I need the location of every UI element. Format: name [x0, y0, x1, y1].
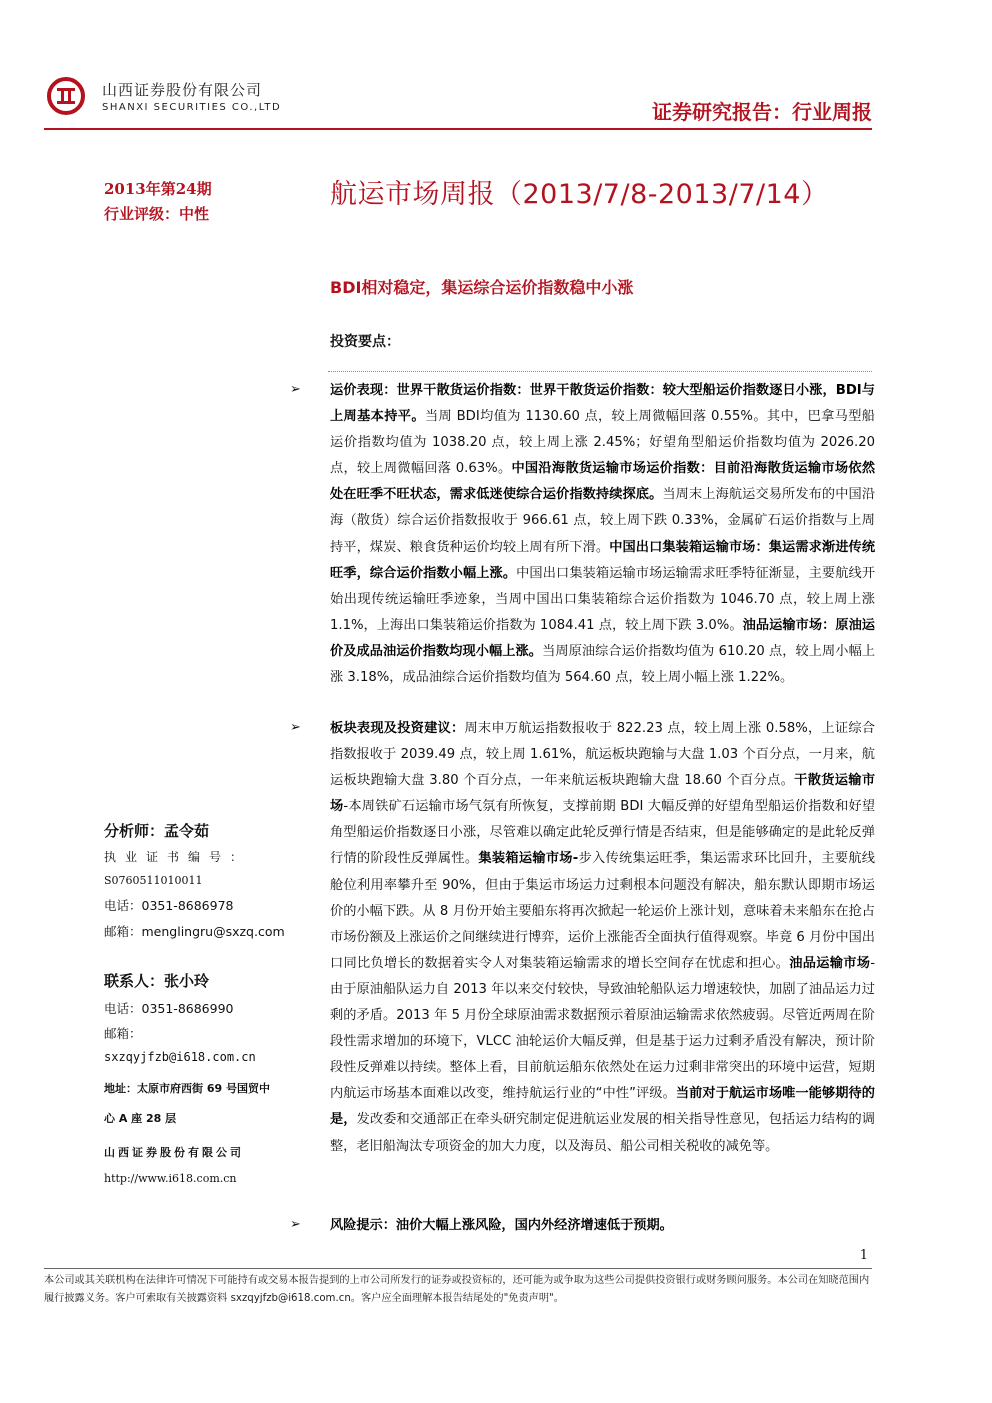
bullet-icon: ➢: [290, 720, 301, 735]
text-segment: 中国出口集装箱运输市场运输需求旺季特征渐显，主要航线开始出现传统运输旺季迹象，当周中国出口集装箱综合运价指数为 1046.70 点，较上周上涨 1.1%，上海出口集装箱运价指数为 1084.41 点，较上周下跌 3.0%。: [330, 565, 876, 633]
text-segment: 当周末上海航运交易所发布的中国沿海（散货）综合运价指数报收于 966.61 点，较上周下跌 0.33%，金属矿石运价指数与上周持平，煤炭、粮食货种运价均较上周有所下滑。: [330, 487, 876, 555]
analyst-name: 分析师：孟令茹: [104, 822, 210, 840]
header-divider: [44, 128, 872, 130]
disclaimer-footer: 本公司或其关联机构在法律许可情况下可能持有或交易本报告提到的上市公司所发行的证券或投资标的，还可能为或争取为这些公司提供投资银行或财务顾问服务。本公司在知晓范围内履行披露义务。客户可索取有关披露资料 sxzqyjfzb@i618.com.cn。客户应全面理解本报告结尾处的"免责声明"。: [44, 1275, 870, 1304]
report-subtitle: BDI相对稳定，集运综合运价指数稳中小涨: [330, 278, 634, 297]
section-divider: [328, 371, 872, 372]
key-point-freight: [330, 378, 875, 691]
company-name-en: SHANXI SECURITIES CO.,LTD: [102, 102, 282, 113]
issue-number: 2013年第24期: [104, 180, 212, 198]
report-title: 航运市场周报（2013/7/8-2013/7/14）: [330, 179, 829, 210]
text-segment: 步入传统集运旺季，集运需求环比回升，主要航线舱位利用率攀升至 90%，但由于集运市场运力过剩根本问题没有解决，船东默认即期市场运价的小幅下跌。从 8 月份开始主要船东将再次掀起一轮运价上涨计划，意味着未来船东在抢占市场份额及上涨运价之间继续进行博弈，运价上涨能否全面执行值得观察。毕竟 6 月份中国出口同比负增长的数据着实令人对集装箱运输需求的增长空间存在忧虑和担心。: [330, 851, 875, 971]
bold-text-segment: 风险提示：油价大幅上涨风险，国内外经济增速低于预期。: [330, 1218, 673, 1233]
text-segment: 当周原油综合运价指数均值为 610.20 点，较上周小幅上涨 3.18%，成品油综合运价指数均值为 564.60 点，较上周小幅上涨 1.22%。: [330, 643, 876, 686]
key-point-sector: [330, 716, 875, 1160]
contact-name: 联系人：张小玲: [104, 972, 210, 990]
industry-rating: 行业评级：中性: [104, 205, 210, 223]
contact-email[interactable]: sxzqyjfzb@i618.com.cn: [104, 1050, 256, 1064]
contact-email-label: 邮箱：: [104, 1026, 142, 1041]
sidebar-company-name: 山西证券股份有限公司: [104, 1146, 244, 1159]
key-point-risk: [330, 1213, 875, 1239]
bold-text-segment: 干散货运输市场: [330, 773, 876, 815]
bold-text-segment: 当前对于航运市场唯一能够期待的是，: [330, 1086, 875, 1128]
text-segment: -本周铁矿石运输市场气氛有所恢复，支撑前期 BDI 大幅反弹的好望角型船运价指数和好望角型船运价指数逐日小涨，尽管难以确定此轮反弹行情是否结束，但是能够确定的是此轮反弹行情的阶段性反弹属性。: [330, 799, 876, 867]
contact-phone: 电话：0351-8686990: [104, 1001, 234, 1016]
bold-text-segment: 板块表现及投资建议：: [330, 721, 465, 736]
bold-text-segment: 中国沿海散货运输市场运价指数：目前沿海散货运输市场依然处在旺季不旺状态，需求低迷使综合运价指数持续探底。: [330, 461, 876, 503]
company-name-cn: 山西证券股份有限公司: [102, 81, 263, 99]
page-number: 1: [859, 1248, 868, 1263]
certificate-number: S0760511010011: [104, 874, 203, 887]
shanxi-securities-logo-icon: [46, 76, 86, 116]
text-segment: 当周 BDI均值为 1130.60 点，较上周微幅回落 0.55%。其中，巴拿马型船运价指数均值为 1038.20 点，较上周上涨 2.45%；好望角型船运价指数均值为 2026.20 点，较上周微幅回落 0.63%。: [330, 409, 875, 477]
bold-text-segment: 集装箱运输市场-: [478, 851, 579, 867]
report-type: 证券研究报告：行业周报: [652, 100, 872, 124]
bold-text-segment: 中国出口集装箱运输市场：集运需求渐进传统旺季，综合运价指数小幅上涨。: [330, 539, 875, 581]
footer-divider: [44, 1268, 872, 1269]
bold-text-segment: 油品运输市场: [789, 955, 871, 971]
analyst-email[interactable]: 邮箱：menglingru@sxzq.com: [104, 924, 285, 939]
bold-text-segment: 运价表现：世界干散货运价指数：世界干散货运价指数：较大型船运价指数逐日小涨，BDI与上周基本持平。: [330, 383, 875, 425]
address-line-2: 心 A 座 28 层: [104, 1112, 177, 1125]
text-segment: 发改委和交通部正在牵头研究制定促进航运业发展的相关指导性意见，包括运力结构的调整，老旧船淘汰专项资金的加大力度，以及海员、船公司相关税收的减免等。: [330, 1112, 875, 1154]
bullet-icon: ➢: [290, 1217, 301, 1232]
company-website-link[interactable]: http://www.i618.com.cn: [104, 1172, 237, 1185]
certificate-label: 执业证书编号：: [104, 850, 252, 864]
address-line-1: 地址：太原市府西街 69 号国贸中: [104, 1082, 270, 1095]
section-label: 投资要点：: [330, 334, 400, 350]
bullet-icon: ➢: [290, 382, 301, 397]
text-segment: 周末申万航运指数报收于 822.23 点，较上周上涨 0.58%，上证综合指数报收于 2039.49 点，较上周 1.61%，航运板块跑输与大盘 1.03 个百分点，一月来，航运板块跑输大盘 3.80 个百分点，一年来航运板块跑输大盘 18.60 个百分点。: [330, 721, 875, 789]
analyst-phone: 电话：0351-8686978: [104, 898, 234, 913]
bold-text-segment: 油品运输市场：原油运价及成品油运价指数均现小幅上涨。: [330, 617, 875, 659]
text-segment: -由于原油船队运力自 2013 年以来交付较快，导致油轮船队运力增速较快，加剧了油品运力过剩的矛盾。2013 年 5 月份全球原油需求数据预示着原油运输需求依然疲弱。尽管近两周在阶段性需求增加的环境下，VLCC 油轮运价大幅反弹，但是基于运力过剩矛盾没有解决，预计阶段性反弹难以持续。整体上看，目前航运船东依然处在运力过剩非常突出的环境中运营，短期内航运市场基本面难以改变，维持航运行业的“中性”评级。: [330, 955, 876, 1102]
